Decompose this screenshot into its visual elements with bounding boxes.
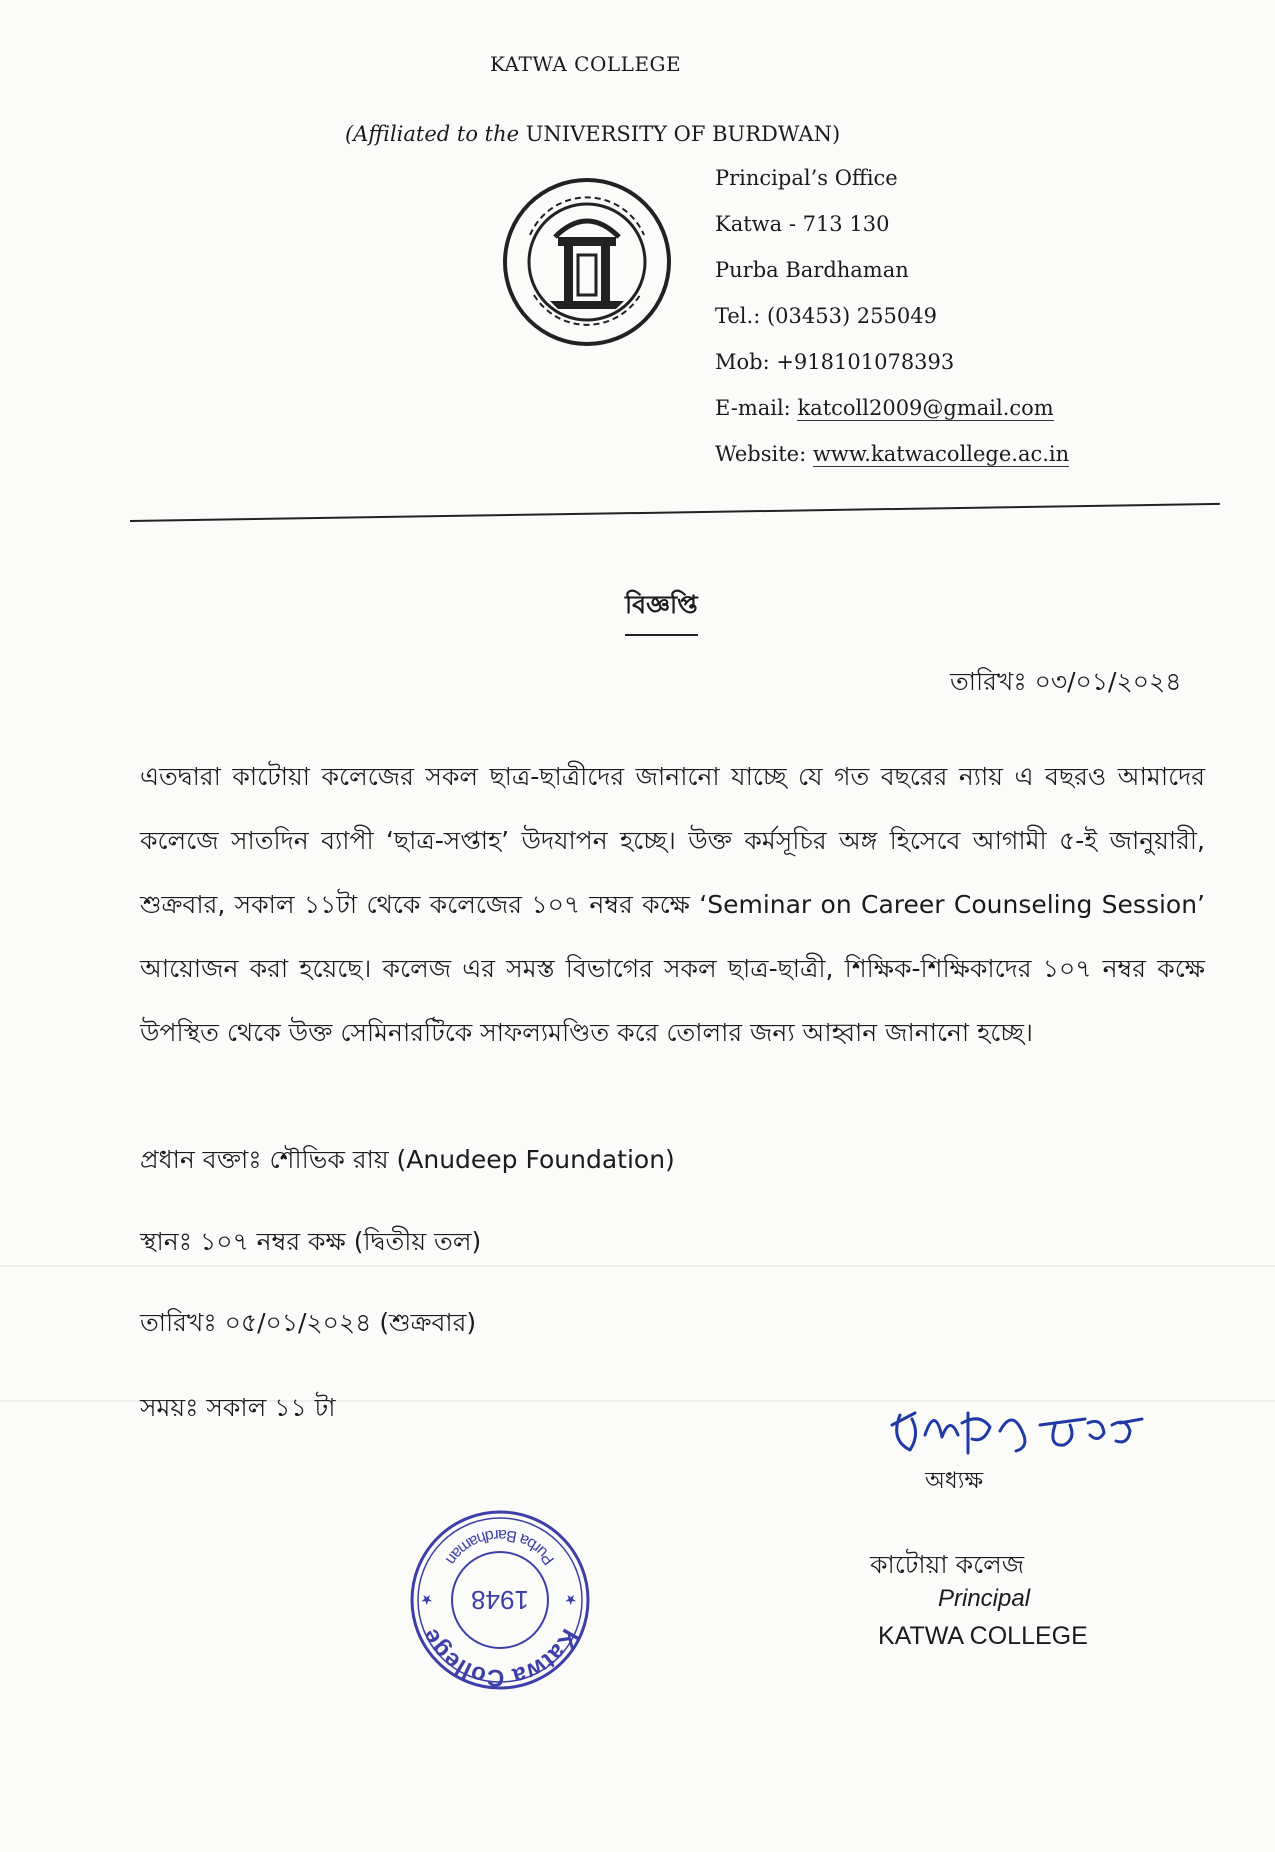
office-name: Principal’s Office	[715, 166, 898, 190]
email-label: E-mail:	[715, 396, 791, 420]
affiliation-university: UNIVERSITY OF BURDWAN)	[525, 122, 841, 146]
svg-text:1948: 1948	[471, 1585, 529, 1615]
time-line: সময়ঃ সকাল ১১ টা	[140, 1393, 336, 1422]
college-rubber-stamp	[405, 1505, 595, 1695]
website-link[interactable]: www.katwacollege.ac.in	[812, 442, 1070, 466]
signatory-role: Principal	[938, 1585, 1031, 1612]
svg-text:Katwa College: Katwa College	[416, 1624, 584, 1692]
affiliation-line	[345, 122, 840, 146]
notice-body: এতদ্বারা কাটোয়া কলেজের সকল ছাত্র-ছাত্রীদের জানানো যাচ্ছে যে গত বছরের ন্যায় এ বছরও আমাদের কলেজে সাতদিন ব্যাপী ‘ছাত্র-সপ্তাহ’ উদযাপন হচ্ছে। উক্ত কর্মসূচির অঙ্গ হিসেবে আগামী ৫-ই জানুয়ারী, শুক্রবার, সকাল ১১টা থেকে কলেজের ১০৭ নম্বর কক্ষে ‘Seminar on Career Counseling Session’ আয়োজন করা হয়েছে। কলেজ এর সমস্ত বিভাগের সকল ছাত্র-ছাত্রী, শিক্ষিক-শিক্ষিকাদের ১০৭ নম্বর কক্ষে উপস্থিত থেকে উক্ত সেমিনারটিকে সাফল্যমণ্ডিত করে তোলার জন্য আহ্বান জানানো হচ্ছে।	[140, 762, 1206, 1047]
website-label: Website:	[715, 442, 807, 466]
speaker-line: প্রধান বক্তাঃ শৌভিক রায় (Anudeep Foundation)	[140, 1145, 675, 1174]
letterhead-divider	[130, 503, 1220, 522]
notice-title: বিজ্ঞপ্তি	[625, 585, 698, 636]
venue-line: স্থানঃ ১০৭ নম্বর কক্ষ (দ্বিতীয় তল)	[140, 1227, 482, 1256]
affiliation-prefix: (Affiliated to the	[345, 122, 520, 146]
college-name: KATWA COLLEGE	[490, 52, 682, 76]
mobile-line: Mob: +918101078393	[715, 350, 955, 374]
telephone-line: Tel.: (03453) 255049	[715, 304, 937, 328]
signatory-title-bn: অধ্যক্ষ	[925, 1468, 984, 1494]
principal-signature	[880, 1395, 1155, 1465]
email-line	[715, 385, 1069, 431]
college-seal-logo	[500, 175, 675, 350]
signatory-college: KATWA COLLEGE	[878, 1622, 1088, 1650]
svg-text:Purba Bardhaman: Purba Bardhaman	[441, 1525, 559, 1568]
event-date-line: তারিখঃ ০৫/০১/২০২৪ (শুক্রবার)	[140, 1308, 477, 1337]
contact-block	[715, 155, 1069, 477]
notice-date: তারিখঃ ০৩/০১/২০২৪	[950, 667, 1182, 696]
signatory-college-bn: কাটোয়া কলেজ	[870, 1550, 1025, 1579]
website-line	[715, 431, 1069, 477]
email-link[interactable]: katcoll2009@gmail.com	[797, 396, 1054, 420]
svg-text:★: ★	[564, 1592, 577, 1608]
paper-fold-line	[0, 1265, 1275, 1267]
address-line: Katwa - 713 130	[715, 212, 890, 236]
district-line: Purba Bardhaman	[715, 258, 909, 282]
svg-text:★: ★	[420, 1592, 433, 1608]
